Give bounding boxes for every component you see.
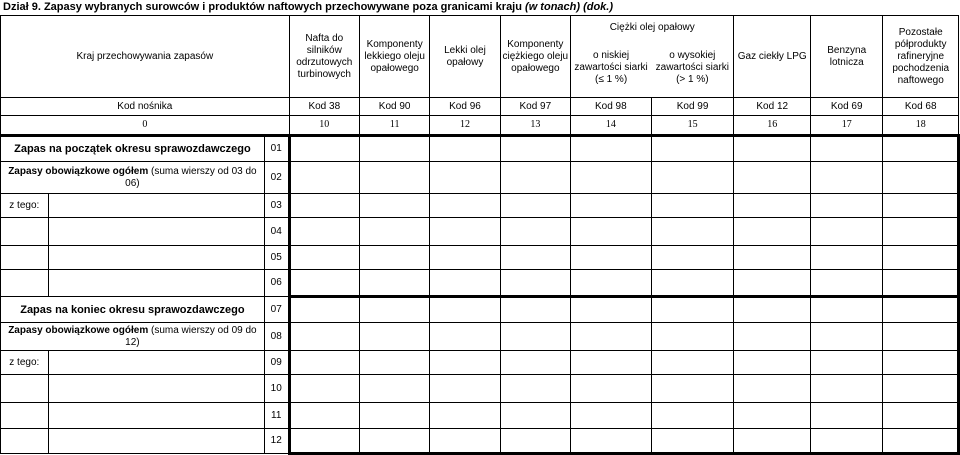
- row-number: 02: [264, 162, 289, 194]
- data-cell[interactable]: [500, 323, 570, 351]
- data-cell[interactable]: [359, 246, 429, 270]
- data-cell[interactable]: [734, 403, 811, 429]
- row-label-empty: [1, 403, 49, 429]
- data-cell[interactable]: [571, 246, 652, 270]
- data-cell[interactable]: [734, 351, 811, 375]
- data-cell[interactable]: [289, 429, 359, 454]
- row-number: 01: [264, 136, 289, 162]
- row-label-empty: [1, 429, 49, 454]
- row-label-closing-stock: Zapas na koniec okresu sprawozdawczego: [1, 297, 265, 323]
- data-cell[interactable]: [734, 136, 811, 162]
- row-number: 12: [264, 429, 289, 454]
- data-cell[interactable]: [500, 375, 570, 403]
- data-cell[interactable]: [500, 162, 570, 194]
- data-cell[interactable]: [500, 136, 570, 162]
- data-cell[interactable]: [811, 375, 883, 403]
- column-number-zero: 0: [1, 116, 290, 136]
- data-cell[interactable]: [289, 375, 359, 403]
- data-cell[interactable]: [430, 351, 500, 375]
- data-cell[interactable]: [883, 270, 959, 297]
- row-label-mandatory-stocks-total: [1, 162, 265, 194]
- col-header-other-semiproducts: Pozostałe półprodukty rafineryjne pochodzenia naftowego: [883, 16, 959, 98]
- code-cell: Kod 99: [651, 98, 734, 116]
- data-cell[interactable]: [651, 194, 734, 218]
- data-cell[interactable]: [811, 429, 883, 454]
- data-cell[interactable]: [883, 351, 959, 375]
- data-cell[interactable]: [289, 136, 359, 162]
- data-cell[interactable]: [359, 429, 429, 454]
- data-cell[interactable]: [811, 270, 883, 297]
- code-cell: Kod 98: [571, 98, 652, 116]
- code-cell: Kod 96: [430, 98, 500, 116]
- data-cell[interactable]: [571, 162, 652, 194]
- col-header-aviation-gasoline: Benzyna lotnicza: [811, 16, 883, 98]
- column-number: 10: [289, 116, 359, 136]
- data-cell[interactable]: [811, 136, 883, 162]
- row-label-empty: [1, 246, 49, 270]
- data-cell[interactable]: [571, 351, 652, 375]
- code-cell: Kod 38: [289, 98, 359, 116]
- data-cell[interactable]: [571, 429, 652, 454]
- data-cell[interactable]: [651, 323, 734, 351]
- data-cell[interactable]: [811, 162, 883, 194]
- data-cell[interactable]: [359, 270, 429, 297]
- country-input-cell[interactable]: [48, 246, 264, 270]
- data-cell[interactable]: [651, 218, 734, 246]
- data-cell[interactable]: [500, 218, 570, 246]
- data-cell[interactable]: [651, 403, 734, 429]
- row-label-rest-part: (suma wierszy od 03 do 06): [125, 165, 257, 189]
- column-number: 16: [734, 116, 811, 136]
- data-cell[interactable]: [651, 375, 734, 403]
- data-cell[interactable]: [734, 429, 811, 454]
- row-number: 03: [264, 194, 289, 218]
- data-cell[interactable]: [811, 323, 883, 351]
- data-cell[interactable]: [651, 429, 734, 454]
- data-cell[interactable]: [359, 323, 429, 351]
- row-number: 07: [264, 297, 289, 323]
- data-cell[interactable]: [430, 375, 500, 403]
- data-cell[interactable]: [811, 194, 883, 218]
- data-cell[interactable]: [500, 351, 570, 375]
- row-label-bold-part: Zapasy obowiązkowe ogółem: [8, 165, 149, 177]
- data-cell[interactable]: [500, 297, 570, 323]
- data-cell[interactable]: [571, 375, 652, 403]
- data-cell[interactable]: [289, 246, 359, 270]
- data-cell[interactable]: [289, 194, 359, 218]
- data-cell[interactable]: [811, 297, 883, 323]
- row-label-of-which: z tego:: [1, 351, 49, 375]
- column-number: 13: [500, 116, 570, 136]
- col-header-jet-kerosene: Nafta do silników odrzutowych turbinowych: [289, 16, 359, 98]
- data-cell[interactable]: [811, 218, 883, 246]
- data-cell[interactable]: [651, 246, 734, 270]
- country-input-cell[interactable]: [48, 429, 264, 454]
- data-cell[interactable]: [430, 194, 500, 218]
- code-cell: Kod 90: [359, 98, 429, 116]
- column-number: 11: [359, 116, 429, 136]
- row-label-bold-part: Zapasy obowiązkowe ogółem: [8, 324, 149, 336]
- row-number: 10: [264, 375, 289, 403]
- row-number: 06: [264, 270, 289, 297]
- data-cell[interactable]: [359, 136, 429, 162]
- data-cell[interactable]: [359, 194, 429, 218]
- stocks-table: [0, 15, 960, 455]
- data-cell[interactable]: [500, 270, 570, 297]
- data-cell[interactable]: [651, 162, 734, 194]
- data-cell[interactable]: [500, 194, 570, 218]
- col-header-light-fuel-oil: Lekki olej opałowy: [430, 16, 500, 98]
- data-cell[interactable]: [883, 297, 959, 323]
- column-number: 14: [571, 116, 652, 136]
- data-cell[interactable]: [500, 403, 570, 429]
- col-header-light-oil-components: Komponenty lekkiego oleju opałowego: [359, 16, 429, 98]
- data-cell[interactable]: [571, 323, 652, 351]
- col-header-low-sulphur: o niskiej zawartości siarki (≤ 1 %): [571, 40, 652, 98]
- data-cell[interactable]: [430, 323, 500, 351]
- data-cell[interactable]: [571, 218, 652, 246]
- data-cell[interactable]: [883, 162, 959, 194]
- data-cell[interactable]: [883, 218, 959, 246]
- row-number: 08: [264, 323, 289, 351]
- code-cell: Kod 68: [883, 98, 959, 116]
- data-cell[interactable]: [883, 246, 959, 270]
- code-cell: Kod 12: [734, 98, 811, 116]
- data-cell[interactable]: [734, 375, 811, 403]
- column-number: 17: [811, 116, 883, 136]
- data-cell[interactable]: [430, 218, 500, 246]
- country-input-cell[interactable]: [48, 351, 264, 375]
- data-cell[interactable]: [430, 270, 500, 297]
- col-header-heavy-oil-components: Komponenty ciężkiego oleju opałowego: [500, 16, 570, 98]
- column-number: 18: [883, 116, 959, 136]
- data-cell[interactable]: [883, 194, 959, 218]
- col-header-lpg: Gaz ciekły LPG: [734, 16, 811, 98]
- data-cell[interactable]: [289, 351, 359, 375]
- data-cell[interactable]: [430, 246, 500, 270]
- data-cell[interactable]: [571, 270, 652, 297]
- data-cell[interactable]: [359, 375, 429, 403]
- data-cell[interactable]: [500, 246, 570, 270]
- data-cell[interactable]: [289, 403, 359, 429]
- row-number: 04: [264, 218, 289, 246]
- data-cell[interactable]: [734, 194, 811, 218]
- data-cell[interactable]: [289, 218, 359, 246]
- carrier-code-label: Kod nośnika: [1, 98, 290, 116]
- row-label-mandatory-stocks-total-closing: [1, 323, 265, 351]
- data-cell[interactable]: [289, 323, 359, 351]
- data-cell[interactable]: [651, 297, 734, 323]
- country-input-cell[interactable]: [48, 194, 264, 218]
- data-cell[interactable]: [734, 218, 811, 246]
- section-title-unit: (w tonach) (dok.): [525, 1, 614, 13]
- storage-country-header: Kraj przechowywania zapasów: [1, 16, 290, 98]
- data-cell[interactable]: [359, 297, 429, 323]
- row-number: 11: [264, 403, 289, 429]
- country-input-cell[interactable]: [48, 218, 264, 246]
- country-input-cell[interactable]: [48, 270, 264, 297]
- data-cell[interactable]: [651, 351, 734, 375]
- data-cell[interactable]: [734, 270, 811, 297]
- section-title-main: Dział 9. Zapasy wybranych surowców i produktów naftowych przechowywane poza granicami kraju: [3, 1, 522, 13]
- code-cell: Kod 97: [500, 98, 570, 116]
- data-cell[interactable]: [811, 246, 883, 270]
- data-cell[interactable]: [734, 162, 811, 194]
- column-number: 12: [430, 116, 500, 136]
- data-cell[interactable]: [430, 136, 500, 162]
- data-cell[interactable]: [571, 136, 652, 162]
- data-cell[interactable]: [571, 297, 652, 323]
- data-cell[interactable]: [289, 162, 359, 194]
- row-label-rest-part: (suma wierszy od 09 do 12): [125, 324, 257, 348]
- data-cell[interactable]: [359, 403, 429, 429]
- data-cell[interactable]: [651, 270, 734, 297]
- data-cell[interactable]: [430, 162, 500, 194]
- data-cell[interactable]: [883, 429, 959, 454]
- data-cell[interactable]: [734, 297, 811, 323]
- row-label-of-which: z tego:: [1, 194, 49, 218]
- data-cell[interactable]: [811, 403, 883, 429]
- data-cell[interactable]: [883, 375, 959, 403]
- data-cell[interactable]: [430, 297, 500, 323]
- data-cell[interactable]: [430, 403, 500, 429]
- data-cell[interactable]: [883, 136, 959, 162]
- row-number: 09: [264, 351, 289, 375]
- section-title: [3, 0, 613, 14]
- data-cell[interactable]: [359, 162, 429, 194]
- data-cell[interactable]: [734, 323, 811, 351]
- data-cell[interactable]: [571, 403, 652, 429]
- row-number: 05: [264, 246, 289, 270]
- data-cell[interactable]: [571, 194, 652, 218]
- col-header-high-sulphur: o wysokiej zawartości siarki (> 1 %): [651, 40, 734, 98]
- data-cell[interactable]: [289, 270, 359, 297]
- data-cell[interactable]: [500, 429, 570, 454]
- data-cell[interactable]: [289, 297, 359, 323]
- column-number: 15: [651, 116, 734, 136]
- country-input-cell[interactable]: [48, 403, 264, 429]
- data-cell[interactable]: [734, 246, 811, 270]
- row-label-empty: [1, 218, 49, 246]
- data-cell[interactable]: [883, 403, 959, 429]
- data-cell[interactable]: [883, 323, 959, 351]
- row-label-opening-stock: Zapas na początek okresu sprawozdawczego: [1, 136, 265, 162]
- code-cell: Kod 69: [811, 98, 883, 116]
- row-label-empty: [1, 375, 49, 403]
- country-input-cell[interactable]: [48, 375, 264, 403]
- data-cell[interactable]: [651, 136, 734, 162]
- data-cell[interactable]: [811, 351, 883, 375]
- data-cell[interactable]: [430, 429, 500, 454]
- row-label-empty: [1, 270, 49, 297]
- data-cell[interactable]: [359, 218, 429, 246]
- data-cell[interactable]: [359, 351, 429, 375]
- heavy-fuel-oil-group-header: Ciężki olej opałowy: [571, 16, 734, 40]
